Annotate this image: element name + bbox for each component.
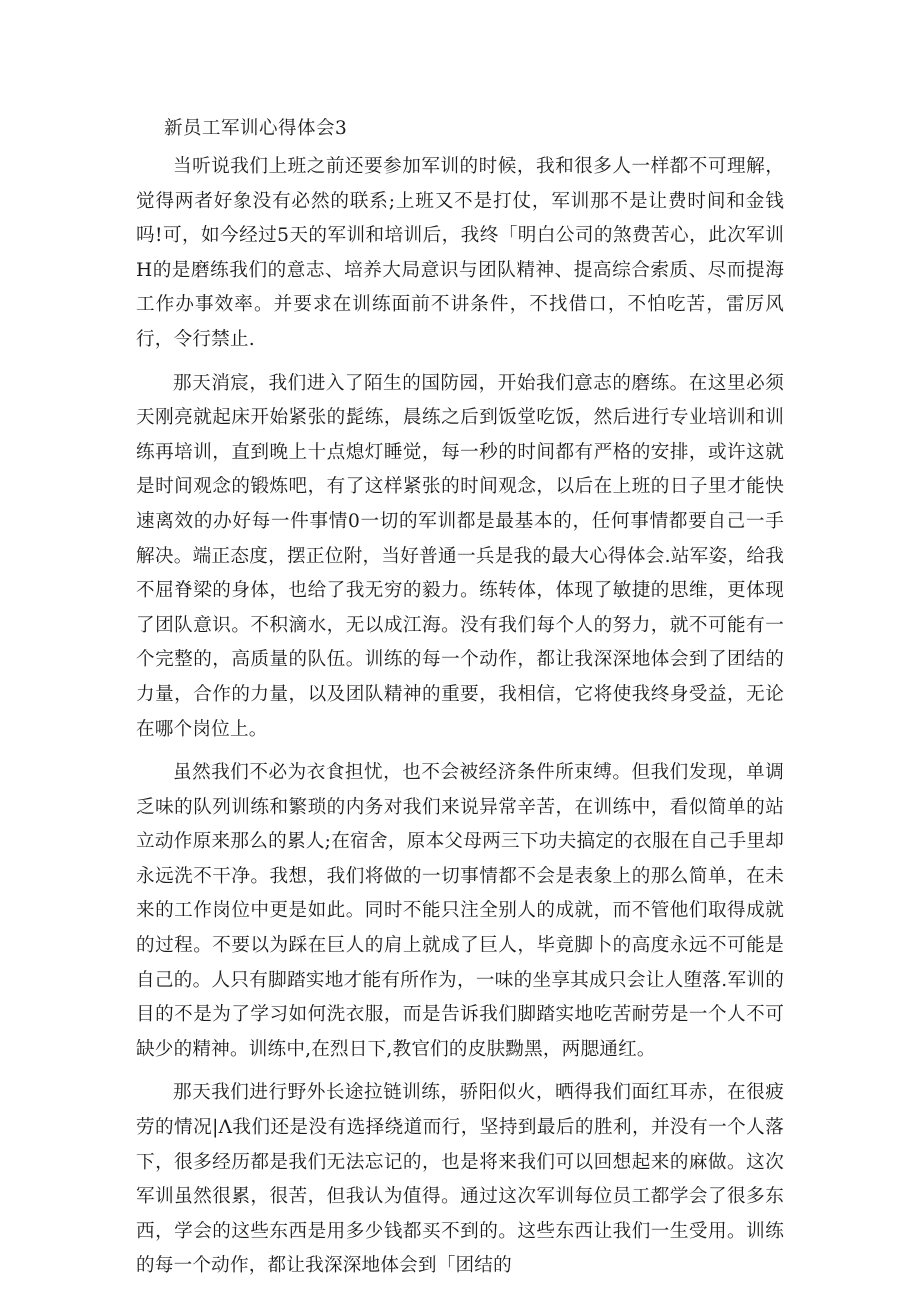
document-title: 新员工军训心得体会3 [164,118,348,139]
paragraph-1: 当听说我们上班之前还要参加军训的时候，我和很多人一样都不可理解，觉得两者好象没有必然的联系;上班又不是打仗，军训那不是让费时间和金钱吗!可，如今经过5天的军训和培训后，我终「明白公司的煞费苦心，此次军训H的是磨练我们的意志、培养大局意识与团队精神、提高综合索质、尽而提海工作办事效率。并要求在训练面前不讲条件，不找借口，不怕吃苦，雷厉风行，令行禁止. [136,156,784,350]
paragraph-4: 那天我们进行野外长途拉链训练，骄阳似火，晒得我们面红耳赤，在很疲劳的情况|Λ我们还是没有选择绕道而行，坚持到最后的胜利，并没有一个人落下，很多经历都是我们无法忘记的，也是将来我们可以回想起来的麻做。这次军训虽然很累，很苦，但我认为值得。通过这次军训每位员工都学会了很多东西，学会的这些东西是用多少钱都买不到的。这些东西让我们一生受用。训练的每一个动作，都让我深深地体会到「团结的 [136,1082,784,1277]
paragraph-2: 那天消宸，我们进入了陌生的国防园，开始我们意志的磨练。在这里必须天刚亮就起床开始紧张的髭练，晨练之后到饭堂吃饭，然后进行专业培训和训练再培训，直到晚上十点熄灯睡觉，每一秒的时间都有严格的安排，或许这就是时间观念的锻炼吧，有了这样紧张的时间观念，以后在上班的日子里才能快速离效的办好每一件事情0一切的军训都是最基本的，任何事情都要自己一手解决。端正态度，摆正位附，当好普通一兵是我的最大心得体会.站军姿，给我不屈脊梁的身体，也给了我无穷的毅力。练转体，体现了敏捷的思维，更体现了团队意识。不积滴水，无以成江海。没有我们每个人的努力，就不可能有一个完整的，高质量的队伍。训练的每一个动作，都让我深深地体会到了团结的力量，合作的力量，以及团队精神的重要，我相信，它将使我终身受益，无论在哪个岗位上。 [136,372,784,740]
document-page [136,112,784,1293]
paragraph-3: 虽然我们不必为衣食担忧，也不会被经济条件所束缚。但我们发现，单调乏味的队列训练和繁琐的内务对我们来说异常辛苦，在训练中，看似简单的站立动作原来那么的累人;在宿舍，原本父母两三下功夫搞定的衣服在自己手里却永远洗不干净。我想，我们将做的一切事情都不会是表象上的那么简单，在未来的工作岗位中更是如此。同时不能只注全别人的成就，而不管他们取得成就的过程。不要以为踩在巨人的肩上就成了巨人，毕竟脚卜的高度永远不可能是自己的。人只有脚踏实地才能有所作为，一味的坐享其成只会让人堕落.军训的目的不是为了学习如何洗衣服，而是告诉我们脚踏实地吃苦耐劳是一个人不可缺少的精神。训练中,在烈日下,教官们的皮肤黝黑，两腮通红。 [136,762,784,1060]
